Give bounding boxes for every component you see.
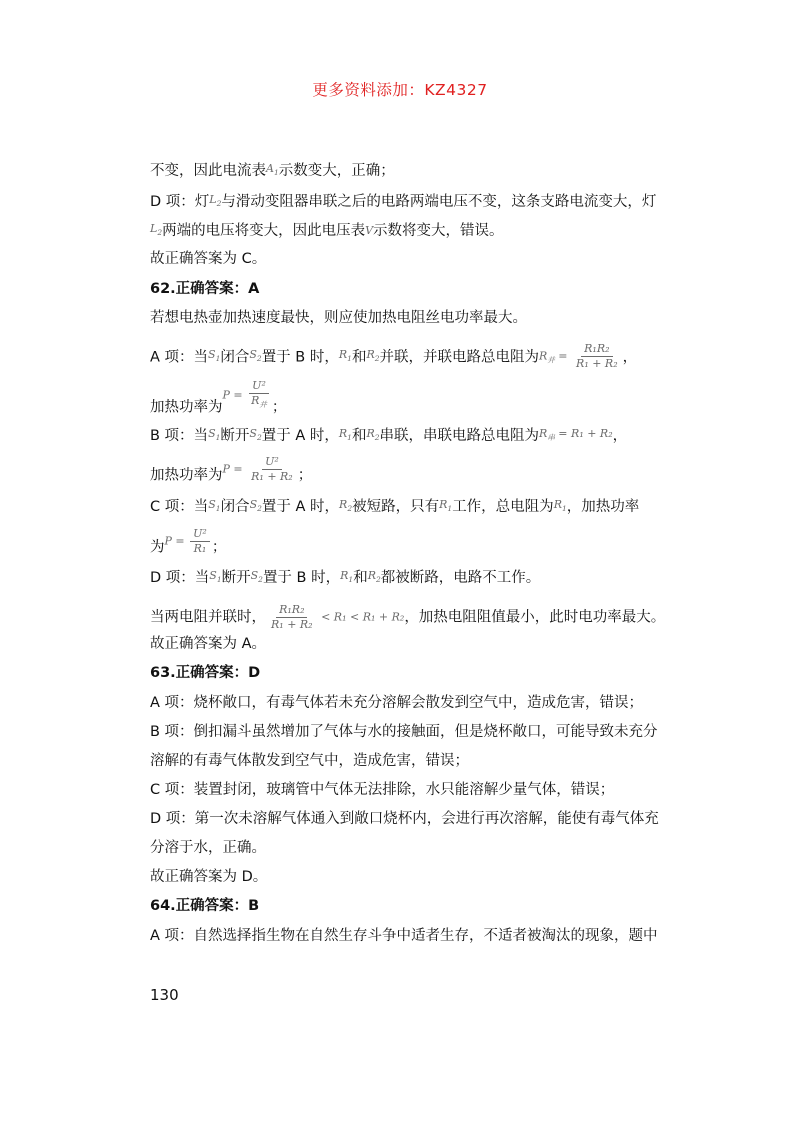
lamp-l2-symbol: $L_2$ xyxy=(150,222,163,238)
parallel-power-formula: P = $\frac{\text{U²}}{R_并}$ xyxy=(222,379,267,410)
ammeter-a1-symbol: $A_1$ xyxy=(266,162,279,178)
text-line: 溶解的有毒气体散发到空气中，造成危害，错误； xyxy=(150,753,469,769)
text-line: C 项：装置封闭，玻璃管中气体无法排除，水只能溶解少量气体，错误； xyxy=(150,782,615,798)
answer-heading: 62.正确答案：A xyxy=(150,281,260,297)
text-line: A 项：自然选择指生物在自然生存斗争中适者生存，不适者被淘汰的现象，题中 xyxy=(150,928,658,944)
resistance-inequality: $\frac{\text{R₁R₂}}{\text{R₁ + R₂}}$ < R₁ < R₁ + R₂ xyxy=(271,603,405,631)
text-line: B 项：倒扣漏斗虽然增加了气体与水的接触面，但是烧杯敞口，可能导致未充分 xyxy=(150,724,658,740)
text-line: 故正确答案为 A。 xyxy=(150,636,267,652)
text-line: 故正确答案为 D。 xyxy=(150,869,268,885)
text-line: 加热功率为P = $\frac{\text{U²}}{R_并}$ ； xyxy=(150,379,287,416)
text-line: A 项：当$S_1$闭合$S_2$置于 B 时，$R_1$和$R_2$并联，并联电路总电阻为$R_并$ = $\frac{\text{R₁R₂}}{\text{R₁ + R₂}}$ ， xyxy=(150,342,638,370)
series-resistance-formula: $R_串 = R_1 + R_2$ xyxy=(539,427,613,443)
text-line: 分溶于水，正确。 xyxy=(150,840,266,856)
text-line: 故正确答案为 C。 xyxy=(150,251,267,267)
text-line: C 项：当$S_1$闭合$S_2$置于 A 时，$R_2$被短路，只有$R_1$工作，总电阻为$R_1$，加热功率 xyxy=(150,498,640,516)
page-number: 130 xyxy=(150,986,179,1004)
text-line: 为P = $\frac{\text{U²}}{\text{R₁}}$ ； xyxy=(150,527,227,556)
text-line: 若想电热壶加热速度最快，则应使加热电阻丝电功率最大。 xyxy=(150,310,527,326)
text-line: D 项：当$S_1$断开$S_2$置于 B 时，$R_1$和$R_2$都被断路，电路不工作。 xyxy=(150,569,541,587)
header-note: 更多资料添加：KZ4327 xyxy=(312,81,488,99)
parallel-resistance-formula: $R_并$ = $\frac{\text{R₁R₂}}{\text{R₁ + R₂}}$ xyxy=(539,342,618,370)
single-resistor-power-formula: P = $\frac{\text{U²}}{\text{R₁}}$ xyxy=(165,528,212,555)
voltmeter-v-symbol: V xyxy=(365,224,374,238)
text-line: A 项：烧杯敞口，有毒气体若未充分溶解会散发到空气中，造成危害，错误； xyxy=(150,695,644,711)
answer-heading: 63.正确答案：D xyxy=(150,665,261,681)
text-line: 加热功率为P = $\frac{\text{U²}}{\text{R₁ + R₂}}$ ； xyxy=(150,455,313,484)
text-line: B 项：当$S_1$断开$S_2$置于 A 时，$R_1$和$R_2$串联，串联电路总电阻为$R_串 = R_1 + R_2$， xyxy=(150,423,627,445)
text-line: D 项：第一次未溶解气体通入到敞口烧杯内，会进行再次溶解，能使有毒气体充 xyxy=(150,811,659,827)
text-line: $L_2$两端的电压将变大，因此电压表V示数将变大，错误。 xyxy=(150,218,504,240)
series-power-formula: P = $\frac{\text{U²}}{\text{R₁ + R₂}}$ xyxy=(222,455,293,483)
text-line: 不变，因此电流表$A_1$示数变大，正确； xyxy=(150,158,395,180)
lamp-l2-symbol: $L_2$ xyxy=(209,193,222,209)
answer-heading: 64.正确答案：B xyxy=(150,898,260,914)
text-line: 当两电阻并联时， $\frac{\text{R₁R₂}}{\text{R₁ + R₂}}$ < R₁ < R₁ + R₂，加热电阻阻值最小，此时电功率最大。 xyxy=(150,603,666,631)
text-line: D 项：灯$L_2$与滑动变阻器串联之后的电路两端电压不变，这条支路电流变大，灯 xyxy=(150,189,656,211)
